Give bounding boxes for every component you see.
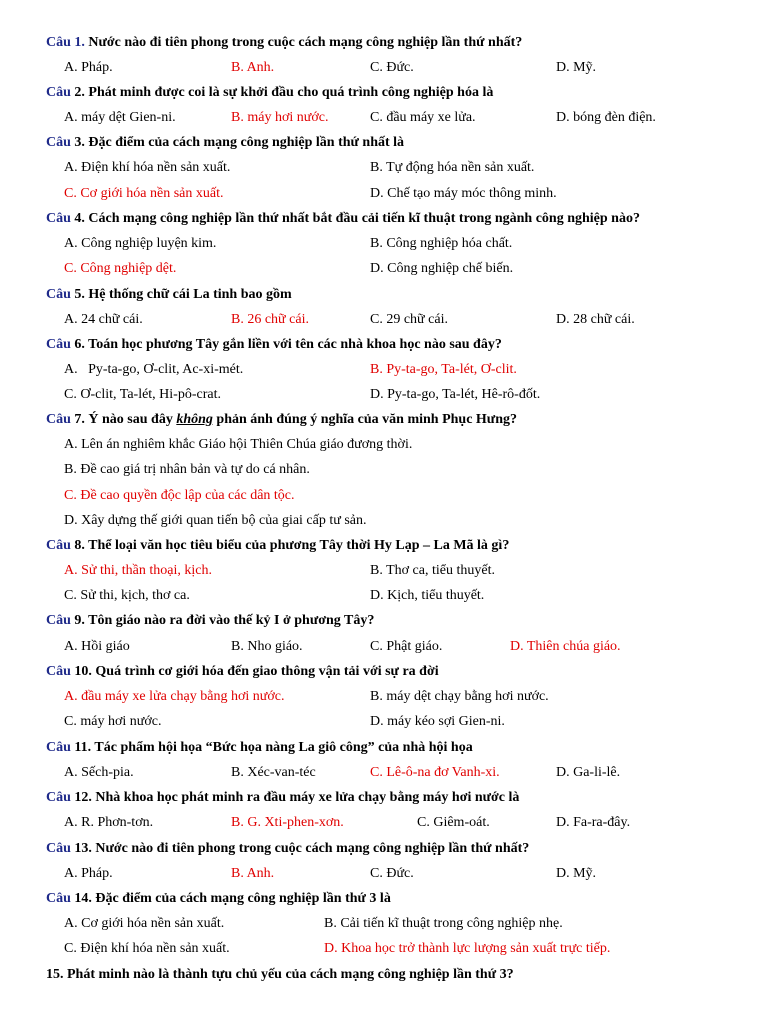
option-d[interactable]: D. Kịch, tiểu thuyết. [370,588,485,603]
question-text: Toán học phương Tây gắn liền với tên các nhà khoa học nào sau đây? [84,337,502,352]
question-text: Ý nào sau đây [84,412,177,427]
question-text: Tôn giáo nào ra đời vào thế kỷ I ở phương Tây? [84,613,375,628]
options-row [0,184,768,204]
option-a[interactable]: A. Py-ta-go, Ơ-clit, Ac-xi-mét. [64,362,244,377]
option-d-correct[interactable]: D. Khoa học trở thành lực lượng sản xuất trực tiếp. [324,941,611,956]
question-text: Nhà khoa học phát minh ra đầu máy xe lửa chạy bằng máy hơi nước là [91,790,520,805]
question-2 [46,83,768,103]
question-label: Câu [46,740,71,755]
options-row [0,712,768,732]
question-number: 15. [46,967,64,982]
question-15 [46,965,768,985]
question-number: 8. [70,538,85,553]
question-4 [46,209,768,229]
question-text-end: phản ánh đúng ý nghĩa của văn minh Phục Hưng? [212,412,517,427]
question-number: 6. [70,337,85,352]
question-text: Cách mạng công nghiệp lần thứ nhất bắt đầu cải tiến kĩ thuật trong ngành công nghiệp nào? [84,211,640,226]
option-d[interactable]: D. Xây dựng thế giới quan tiến bộ của giai cấp tư sản. [64,513,367,528]
option-b-correct[interactable]: B. Py-ta-go, Ta-lét, Ơ-clit. [370,362,517,377]
question-number: 4. [70,211,85,226]
question-label: Câu [46,841,71,856]
option-c[interactable]: C. Sử thi, kịch, thơ ca. [64,588,190,603]
options-row [0,58,768,78]
question-14 [46,889,768,909]
question-text: Hệ thống chữ cái La tinh bao gồm [84,287,292,302]
question-number: 7. [70,412,85,427]
options-row [0,486,768,506]
options-row [0,460,768,480]
question-10 [46,662,768,682]
options-row [0,385,768,405]
question-number: 1. [70,35,85,50]
question-number: 3. [70,135,85,150]
question-text: Đặc điểm của cách mạng công nghiệp lần thứ 3 là [91,891,391,906]
question-label: Câu [46,135,71,150]
option-a[interactable]: A. R. Phơn-tơn. [64,815,154,830]
question-text: Nước nào đi tiên phong trong cuộc cách mạng công nghiệp lần thứ nhất? [91,841,530,856]
options-row [0,586,768,606]
question-3 [46,133,768,153]
option-b[interactable]: B. Thơ ca, tiểu thuyết. [370,563,495,578]
question-number: 13. [70,841,92,856]
options-row [0,310,768,330]
options-row [0,637,768,657]
option-d[interactable]: D. bóng đèn điện. [556,110,656,125]
option-c[interactable]: C. Đức. [370,866,414,881]
question-label: Câu [46,790,71,805]
option-a[interactable]: A. Hồi giáo [64,639,130,654]
option-a-correct[interactable]: A. đầu máy xe lửa chạy bằng hơi nước. [64,689,285,704]
question-number: 10. [70,664,92,679]
option-d[interactable]: D. 28 chữ cái. [556,312,635,327]
question-number: 9. [70,613,85,628]
options-row [0,561,768,581]
question-label: Câu [46,664,71,679]
options-row [0,234,768,254]
option-b-correct[interactable]: B. G. Xti-phen-xơn. [231,815,344,830]
option-c-correct[interactable]: C. Công nghiệp dệt. [64,261,177,276]
question-7 [46,410,768,430]
question-label: Câu [46,538,71,553]
option-d-correct[interactable]: D. Thiên chúa giáo. [510,639,621,654]
options-row [0,435,768,455]
option-b[interactable]: B. Xéc-van-téc [231,765,316,780]
option-b[interactable]: B. Đề cao giá trị nhân bản và tự do cá nhân. [64,462,310,477]
option-d[interactable]: D. Công nghiệp chế biến. [370,261,514,276]
option-a[interactable]: A. Cơ giới hóa nền sản xuất. [64,916,225,931]
option-c[interactable]: C. Phật giáo. [370,639,443,654]
options-row [0,763,768,783]
question-label: Câu [46,211,71,226]
question-11 [46,738,768,758]
question-label: Câu [46,287,71,302]
question-label: Câu [46,337,71,352]
option-c-correct[interactable]: C. Đề cao quyền độc lập của các dân tộc. [64,488,295,503]
option-b-correct[interactable]: B. 26 chữ cái. [231,312,309,327]
question-8 [46,536,768,556]
option-a[interactable]: A. Lên án nghiêm khắc Giáo hội Thiên Chúa giáo đương thời. [64,437,413,452]
options-row [0,158,768,178]
question-6 [46,335,768,355]
options-row [0,939,768,959]
option-a[interactable]: A. Sếch-pia. [64,765,134,780]
option-b[interactable]: B. Cải tiến kĩ thuật trong công nghiệp nhẹ. [324,916,563,931]
option-c[interactable]: C. máy hơi nước. [64,714,162,729]
option-c-correct[interactable]: C. Cơ giới hóa nền sản xuất. [64,186,224,201]
option-d[interactable]: D. Ga-li-lê. [556,765,621,780]
question-12 [46,788,768,808]
option-b-correct[interactable]: B. Anh. [231,60,275,75]
question-text: Phát minh được coi là sự khởi đầu cho quá trình công nghiệp hóa là [84,85,494,100]
options-row [0,687,768,707]
option-c[interactable]: C. Điện khí hóa nền sản xuất. [64,941,230,956]
option-d[interactable]: D. Py-ta-go, Ta-lét, Hê-rô-đốt. [370,387,541,402]
question-1 [46,33,768,53]
option-b-correct[interactable]: B. máy hơi nước. [231,110,329,125]
option-b[interactable]: B. Công nghiệp hóa chất. [370,236,513,251]
options-row [0,360,768,380]
question-label: Câu [46,891,71,906]
option-c[interactable]: C. Giêm-oát. [417,815,490,830]
option-d[interactable]: D. Mỹ. [556,60,597,75]
option-a[interactable]: A. Pháp. [64,60,113,75]
option-d[interactable]: D. máy kéo sợi Gien-ni. [370,714,505,729]
option-b[interactable]: B. Nho giáo. [231,639,303,654]
question-label: Câu [46,613,71,628]
option-c[interactable]: C. đầu máy xe lửa. [370,110,476,125]
options-row [0,511,768,531]
option-b-correct[interactable]: B. Anh. [231,866,275,881]
options-row [0,864,768,884]
option-d[interactable]: D. Mỹ. [556,866,597,881]
options-row [0,813,768,833]
option-a[interactable]: A. 24 chữ cái. [64,312,143,327]
question-number: 2. [70,85,85,100]
option-a[interactable]: A. máy dệt Gien-ni. [64,110,176,125]
question-text: Đặc điểm của cách mạng công nghiệp lần thứ nhất là [84,135,405,150]
question-text: Phát minh nào là thành tựu chủ yếu của cách mạng công nghiệp lần thứ 3? [63,967,514,982]
options-row [0,259,768,279]
option-a[interactable]: A. Công nghiệp luyện kim. [64,236,217,251]
option-c[interactable]: C. 29 chữ cái. [370,312,448,327]
option-c-correct[interactable]: C. Lê-ô-na đơ Vanh-xi. [370,765,500,780]
question-label: Câu [46,35,71,50]
question-number: 5. [70,287,85,302]
question-text: Thể loại văn học tiêu biểu của phương Tây thời Hy Lạp – La Mã là gì? [84,538,510,553]
question-number: 11. [70,740,92,755]
question-text: Tác phẩm hội họa “Bức họa nàng La giô công” của nhà hội họa [91,740,473,755]
emphasis-word: không [176,412,213,427]
options-row [0,108,768,128]
option-c[interactable]: C. Ơ-clit, Ta-lét, Hi-pô-crat. [64,387,221,402]
question-label: Câu [46,412,71,427]
question-13 [46,839,768,859]
question-number: 14. [70,891,92,906]
option-b[interactable]: B. máy dệt chạy bằng hơi nước. [370,689,549,704]
question-text: Nước nào đi tiên phong trong cuộc cách mạng công nghiệp lần thứ nhất? [84,35,523,50]
options-row [0,914,768,934]
question-9 [46,611,768,631]
question-label: Câu [46,85,71,100]
option-a[interactable]: A. Pháp. [64,866,113,881]
question-number: 12. [70,790,92,805]
option-a[interactable]: A. Điện khí hóa nền sản xuất. [64,160,231,175]
option-c[interactable]: C. Đức. [370,60,414,75]
option-d[interactable]: D. Chế tạo máy móc thông minh. [370,186,557,201]
option-b[interactable]: B. Tự động hóa nền sản xuất. [370,160,535,175]
option-a-correct[interactable]: A. Sử thi, thần thoại, kịch. [64,563,212,578]
question-5 [46,285,768,305]
question-text: Quá trình cơ giới hóa đến giao thông vận tải với sự ra đời [91,664,439,679]
option-d[interactable]: D. Fa-ra-đây. [556,815,631,830]
